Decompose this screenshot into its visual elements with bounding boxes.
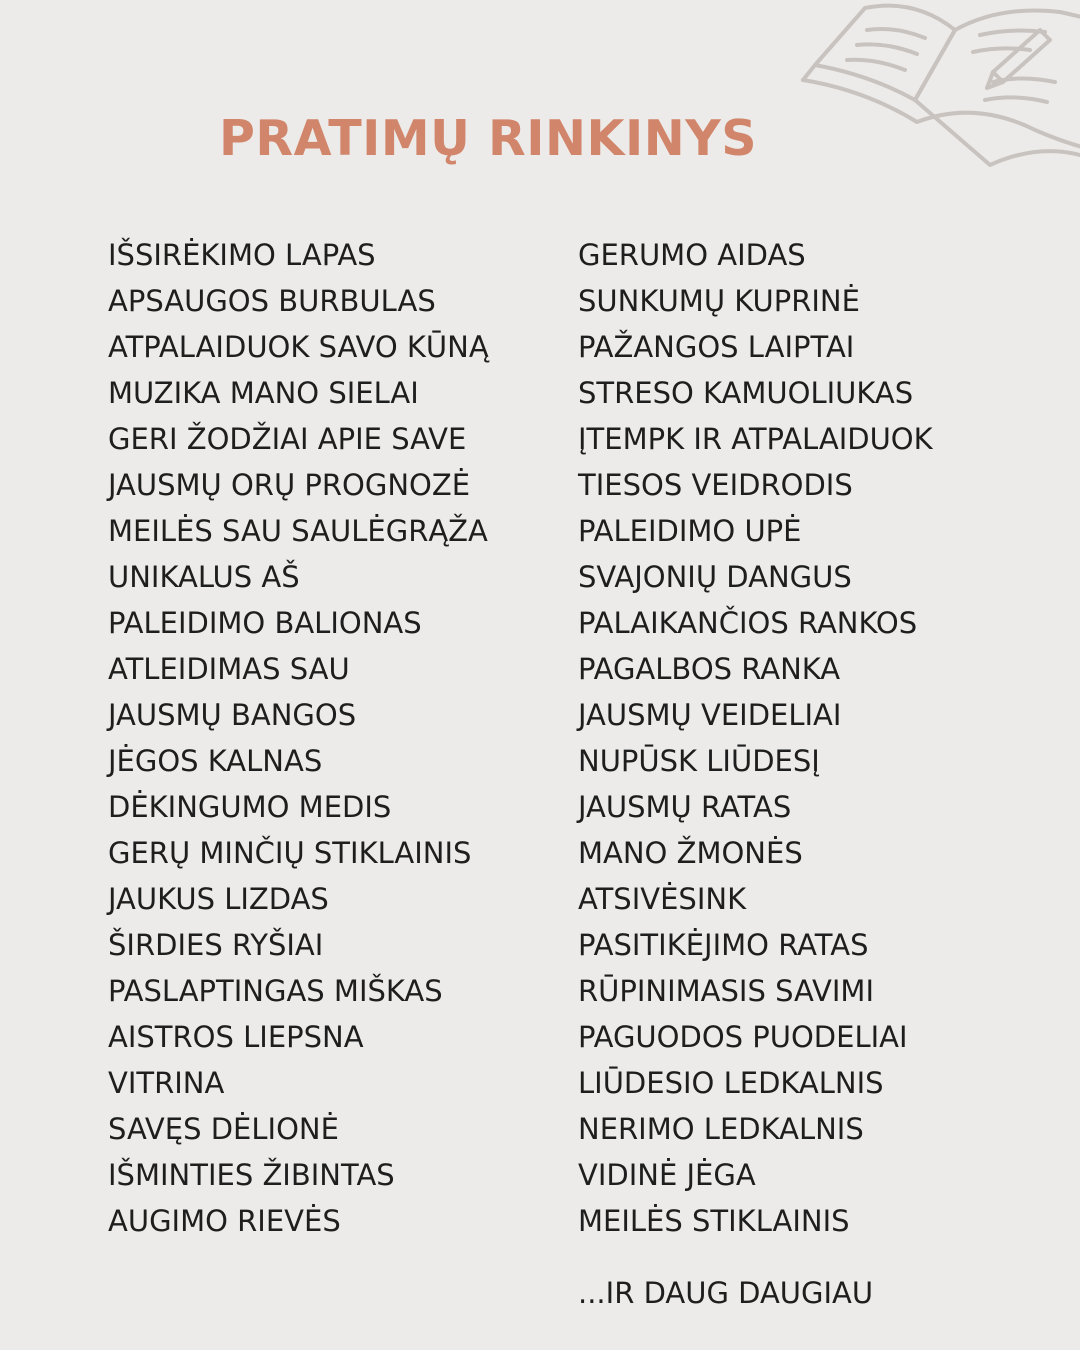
list-item: ATPALAIDUOK SAVO KŪNĄ bbox=[108, 330, 489, 364]
list-item: PALEIDIMO UPĖ bbox=[578, 514, 802, 548]
list-item: SUNKUMŲ KUPRINĖ bbox=[578, 284, 860, 318]
list-item: PAGALBOS RANKA bbox=[578, 652, 841, 686]
list-item: GERUMO AIDAS bbox=[578, 238, 806, 272]
page-title: PRATIMŲ RINKINYS bbox=[219, 110, 757, 167]
list-item: SAVĘS DĖLIONĖ bbox=[108, 1112, 339, 1146]
list-item: PALAIKANČIOS RANKOS bbox=[578, 606, 918, 640]
list-item: JAUSMŲ BANGOS bbox=[108, 698, 357, 732]
list-item: JAUSMŲ VEIDELIAI bbox=[578, 698, 842, 732]
list-item: PASITIKĖJIMO RATAS bbox=[578, 928, 869, 962]
list-item: PAŽANGOS LAIPTAI bbox=[578, 330, 855, 364]
open-book-with-pencil-icon bbox=[795, 0, 1080, 180]
list-item: APSAUGOS BURBULAS bbox=[108, 284, 436, 318]
list-item: JĖGOS KALNAS bbox=[108, 744, 323, 778]
list-item: PAGUODOS PUODELIAI bbox=[578, 1020, 908, 1054]
list-item: DĖKINGUMO MEDIS bbox=[108, 790, 392, 824]
list-item: LIŪDESIO LEDKALNIS bbox=[578, 1066, 884, 1100]
list-item: MEILĖS SAU SAULĖGRĄŽA bbox=[108, 514, 488, 548]
list-item: ATLEIDIMAS SAU bbox=[108, 652, 350, 686]
list-item: AUGIMO RIEVĖS bbox=[108, 1204, 341, 1238]
list-item: ĮTEMPK IR ATPALAIDUOK bbox=[578, 422, 933, 456]
list-item: ATSIVĖSINK bbox=[578, 882, 747, 916]
list-item: IŠSIRĖKIMO LAPAS bbox=[108, 238, 376, 272]
list-item: STRESO KAMUOLIUKAS bbox=[578, 376, 914, 410]
and-more-text: ...IR DAUG DAUGIAU bbox=[578, 1276, 874, 1310]
list-item: RŪPINIMASIS SAVIMI bbox=[578, 974, 875, 1008]
list-item: GERI ŽODŽIAI APIE SAVE bbox=[108, 422, 467, 456]
list-item: JAUKUS LIZDAS bbox=[108, 882, 329, 916]
list-item: ŠIRDIES RYŠIAI bbox=[108, 928, 324, 962]
list-item: JAUSMŲ ORŲ PROGNOZĖ bbox=[108, 468, 471, 502]
exercise-list-right bbox=[578, 232, 933, 1244]
list-item: MUZIKA MANO SIELAI bbox=[108, 376, 419, 410]
list-item: PASLAPTINGAS MIŠKAS bbox=[108, 974, 443, 1008]
list-item: UNIKALUS AŠ bbox=[108, 560, 300, 594]
list-item: NERIMO LEDKALNIS bbox=[578, 1112, 864, 1146]
list-item: TIESOS VEIDRODIS bbox=[578, 468, 853, 502]
list-item: NUPŪSK LIŪDESĮ bbox=[578, 744, 820, 778]
list-item: MEILĖS STIKLAINIS bbox=[578, 1204, 850, 1238]
list-item: MANO ŽMONĖS bbox=[578, 836, 803, 870]
list-item: VITRINA bbox=[108, 1066, 225, 1100]
list-item: PALEIDIMO BALIONAS bbox=[108, 606, 422, 640]
list-item: IŠMINTIES ŽIBINTAS bbox=[108, 1158, 395, 1192]
list-item: GERŲ MINČIŲ STIKLAINIS bbox=[108, 836, 472, 870]
list-item: JAUSMŲ RATAS bbox=[578, 790, 792, 824]
list-item: AISTROS LIEPSNA bbox=[108, 1020, 364, 1054]
exercise-list-left bbox=[108, 232, 489, 1244]
list-item: VIDINĖ JĖGA bbox=[578, 1158, 756, 1192]
list-item: SVAJONIŲ DANGUS bbox=[578, 560, 852, 594]
